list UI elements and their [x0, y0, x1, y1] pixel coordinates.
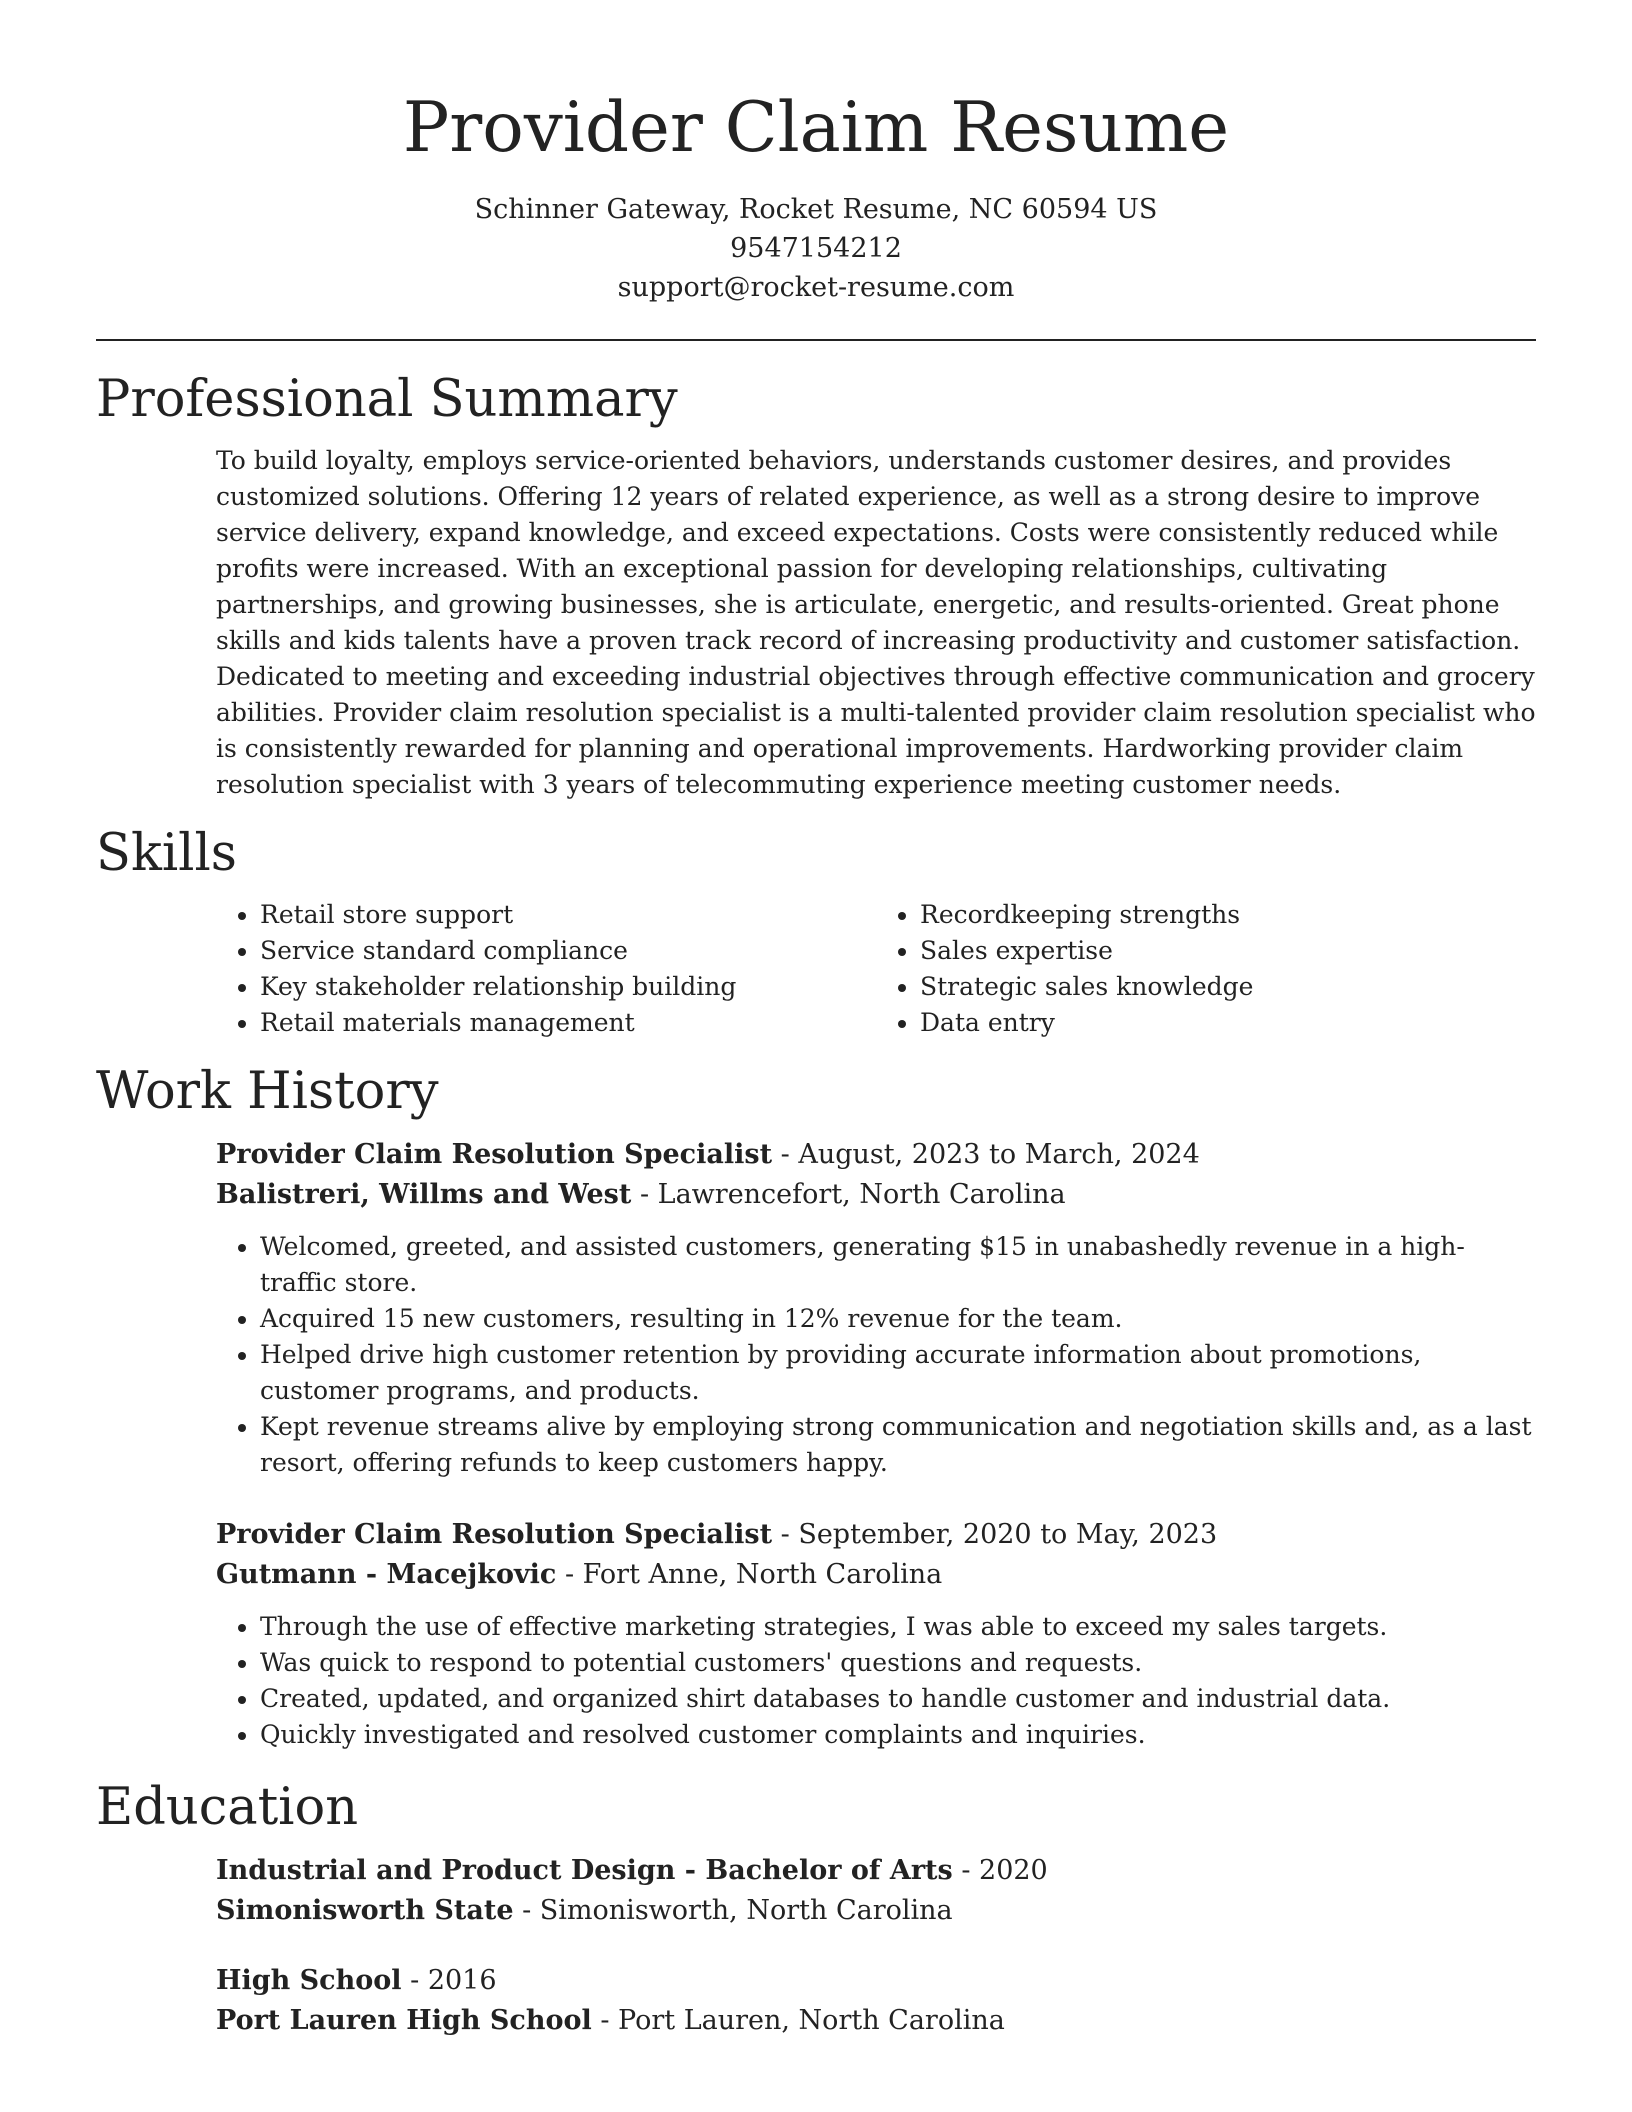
section-title-summary: Professional Summary: [96, 370, 678, 429]
resume-title: Provider Claim Resume: [402, 88, 1230, 168]
education-entry: [216, 1851, 1536, 1931]
education-location: - Simonisworth, North Carolina: [513, 1895, 953, 1926]
job-bullet: • Was quick to respond to potential customers' questions and requests.: [260, 1645, 1536, 1681]
job-location: - Fort Anne, North Carolina: [556, 1559, 943, 1590]
job-company: Gutmann - Macejkovic: [216, 1559, 557, 1590]
job-bullet: • Welcomed, greeted, and assisted customers, generating $15 in unabashedly revenue in a high-traffic store.: [260, 1229, 1536, 1301]
job-bullets: [216, 1609, 1536, 1753]
education-degree-line: [216, 1851, 1536, 1891]
skill-item: • Retail store support: [260, 897, 876, 933]
skills-column-left: [216, 897, 876, 1041]
education-degree: Industrial and Product Design - Bachelor of Arts: [216, 1855, 953, 1886]
job-entry: [216, 1515, 1536, 1753]
education-school: Simonisworth State: [216, 1895, 514, 1926]
job-dates: - September, 2020 to May, 2023: [772, 1519, 1218, 1550]
header-divider: [96, 339, 1536, 341]
job-company: Balistreri, Willms and West: [216, 1179, 632, 1210]
skill-item: • Recordkeeping strengths: [920, 897, 1536, 933]
skills-grid: [216, 897, 1536, 1041]
job-title-line: [216, 1135, 1536, 1175]
job-bullet: • Helped drive high customer retention by providing accurate information about promotions, customer programs, and products.: [260, 1337, 1536, 1409]
email: support@rocket-resume.com: [617, 272, 1015, 303]
phone: 9547154212: [730, 233, 902, 264]
job-entry: [216, 1135, 1536, 1481]
summary-text: To build loyalty, employs service-oriented behaviors, understands customer desires, and provides customized solutions. Offering 12 years of related experience, as well as a strong desire to improve service delivery, expand knowledge, and exceed expectations. Costs were consistently reduced while profits were increased. With an exceptional passion for developing relationships, cultivating partnerships, and growing businesses, she is articulate, energetic, and results-oriented. Great phone skills and kids talents have a proven track record of increasing productivity and customer satisfaction. Dedicated to meeting and exceeding industrial objectives through effective communication and grocery abilities. Provider claim resolution specialist is a multi-talented provider claim resolution specialist who is consistently rewarded for planning and operational improvements. Hardworking provider claim resolution specialist with 3 years of telecommuting experience meeting customer needs.: [216, 446, 1536, 799]
job-bullet: • Quickly investigated and resolved customer complaints and inquiries.: [260, 1717, 1536, 1753]
resume-header: [96, 0, 1536, 307]
job-bullet: • Acquired 15 new customers, resulting in 12% revenue for the team.: [260, 1301, 1536, 1337]
skill-item: • Service standard compliance: [260, 933, 876, 969]
education-year: - 2016: [401, 1965, 497, 1996]
section-title-skills: Skills: [96, 824, 237, 883]
job-company-line: [216, 1175, 1536, 1215]
job-role: Provider Claim Resolution Specialist: [216, 1519, 773, 1550]
work-history-section: [96, 1061, 1536, 1753]
skills-column-right: [876, 897, 1536, 1041]
education-section: [96, 1777, 1536, 2041]
job-bullet: • Through the use of effective marketing strategies, I was able to exceed my sales targets.: [260, 1609, 1536, 1645]
job-dates: - August, 2023 to March, 2024: [772, 1139, 1200, 1170]
education-school: Port Lauren High School: [216, 2005, 592, 2036]
education-entry: [216, 1961, 1536, 2041]
education-school-line: [216, 1891, 1536, 1931]
professional-summary-section: [96, 369, 1536, 803]
job-company-line: [216, 1555, 1536, 1595]
job-role: Provider Claim Resolution Specialist: [216, 1139, 773, 1170]
education-degree-line: [216, 1961, 1536, 2001]
education-school-line: [216, 2001, 1536, 2041]
job-bullet: • Created, updated, and organized shirt databases to handle customer and industrial data.: [260, 1681, 1536, 1717]
job-bullets: [216, 1229, 1536, 1481]
skills-section: [96, 823, 1536, 1041]
skill-item: • Retail materials management: [260, 1005, 876, 1041]
skill-item: • Key stakeholder relationship building: [260, 969, 876, 1005]
education-degree: High School: [216, 1965, 402, 1996]
job-title-line: [216, 1515, 1536, 1555]
skill-item: • Data entry: [920, 1005, 1536, 1041]
skill-item: • Strategic sales knowledge: [920, 969, 1536, 1005]
section-title-work: Work History: [96, 1062, 439, 1121]
job-bullet: • Kept revenue streams alive by employing strong communication and negotiation skills and, as a last resort, offering refunds to keep customers happy.: [260, 1409, 1536, 1481]
education-location: - Port Lauren, North Carolina: [591, 2005, 1005, 2036]
address: Schinner Gateway, Rocket Resume, NC 60594 US: [474, 194, 1158, 225]
job-location: - Lawrencefort, North Carolina: [631, 1179, 1066, 1210]
skill-item: • Sales expertise: [920, 933, 1536, 969]
section-title-education: Education: [96, 1778, 359, 1837]
education-year: - 2020: [952, 1855, 1048, 1886]
